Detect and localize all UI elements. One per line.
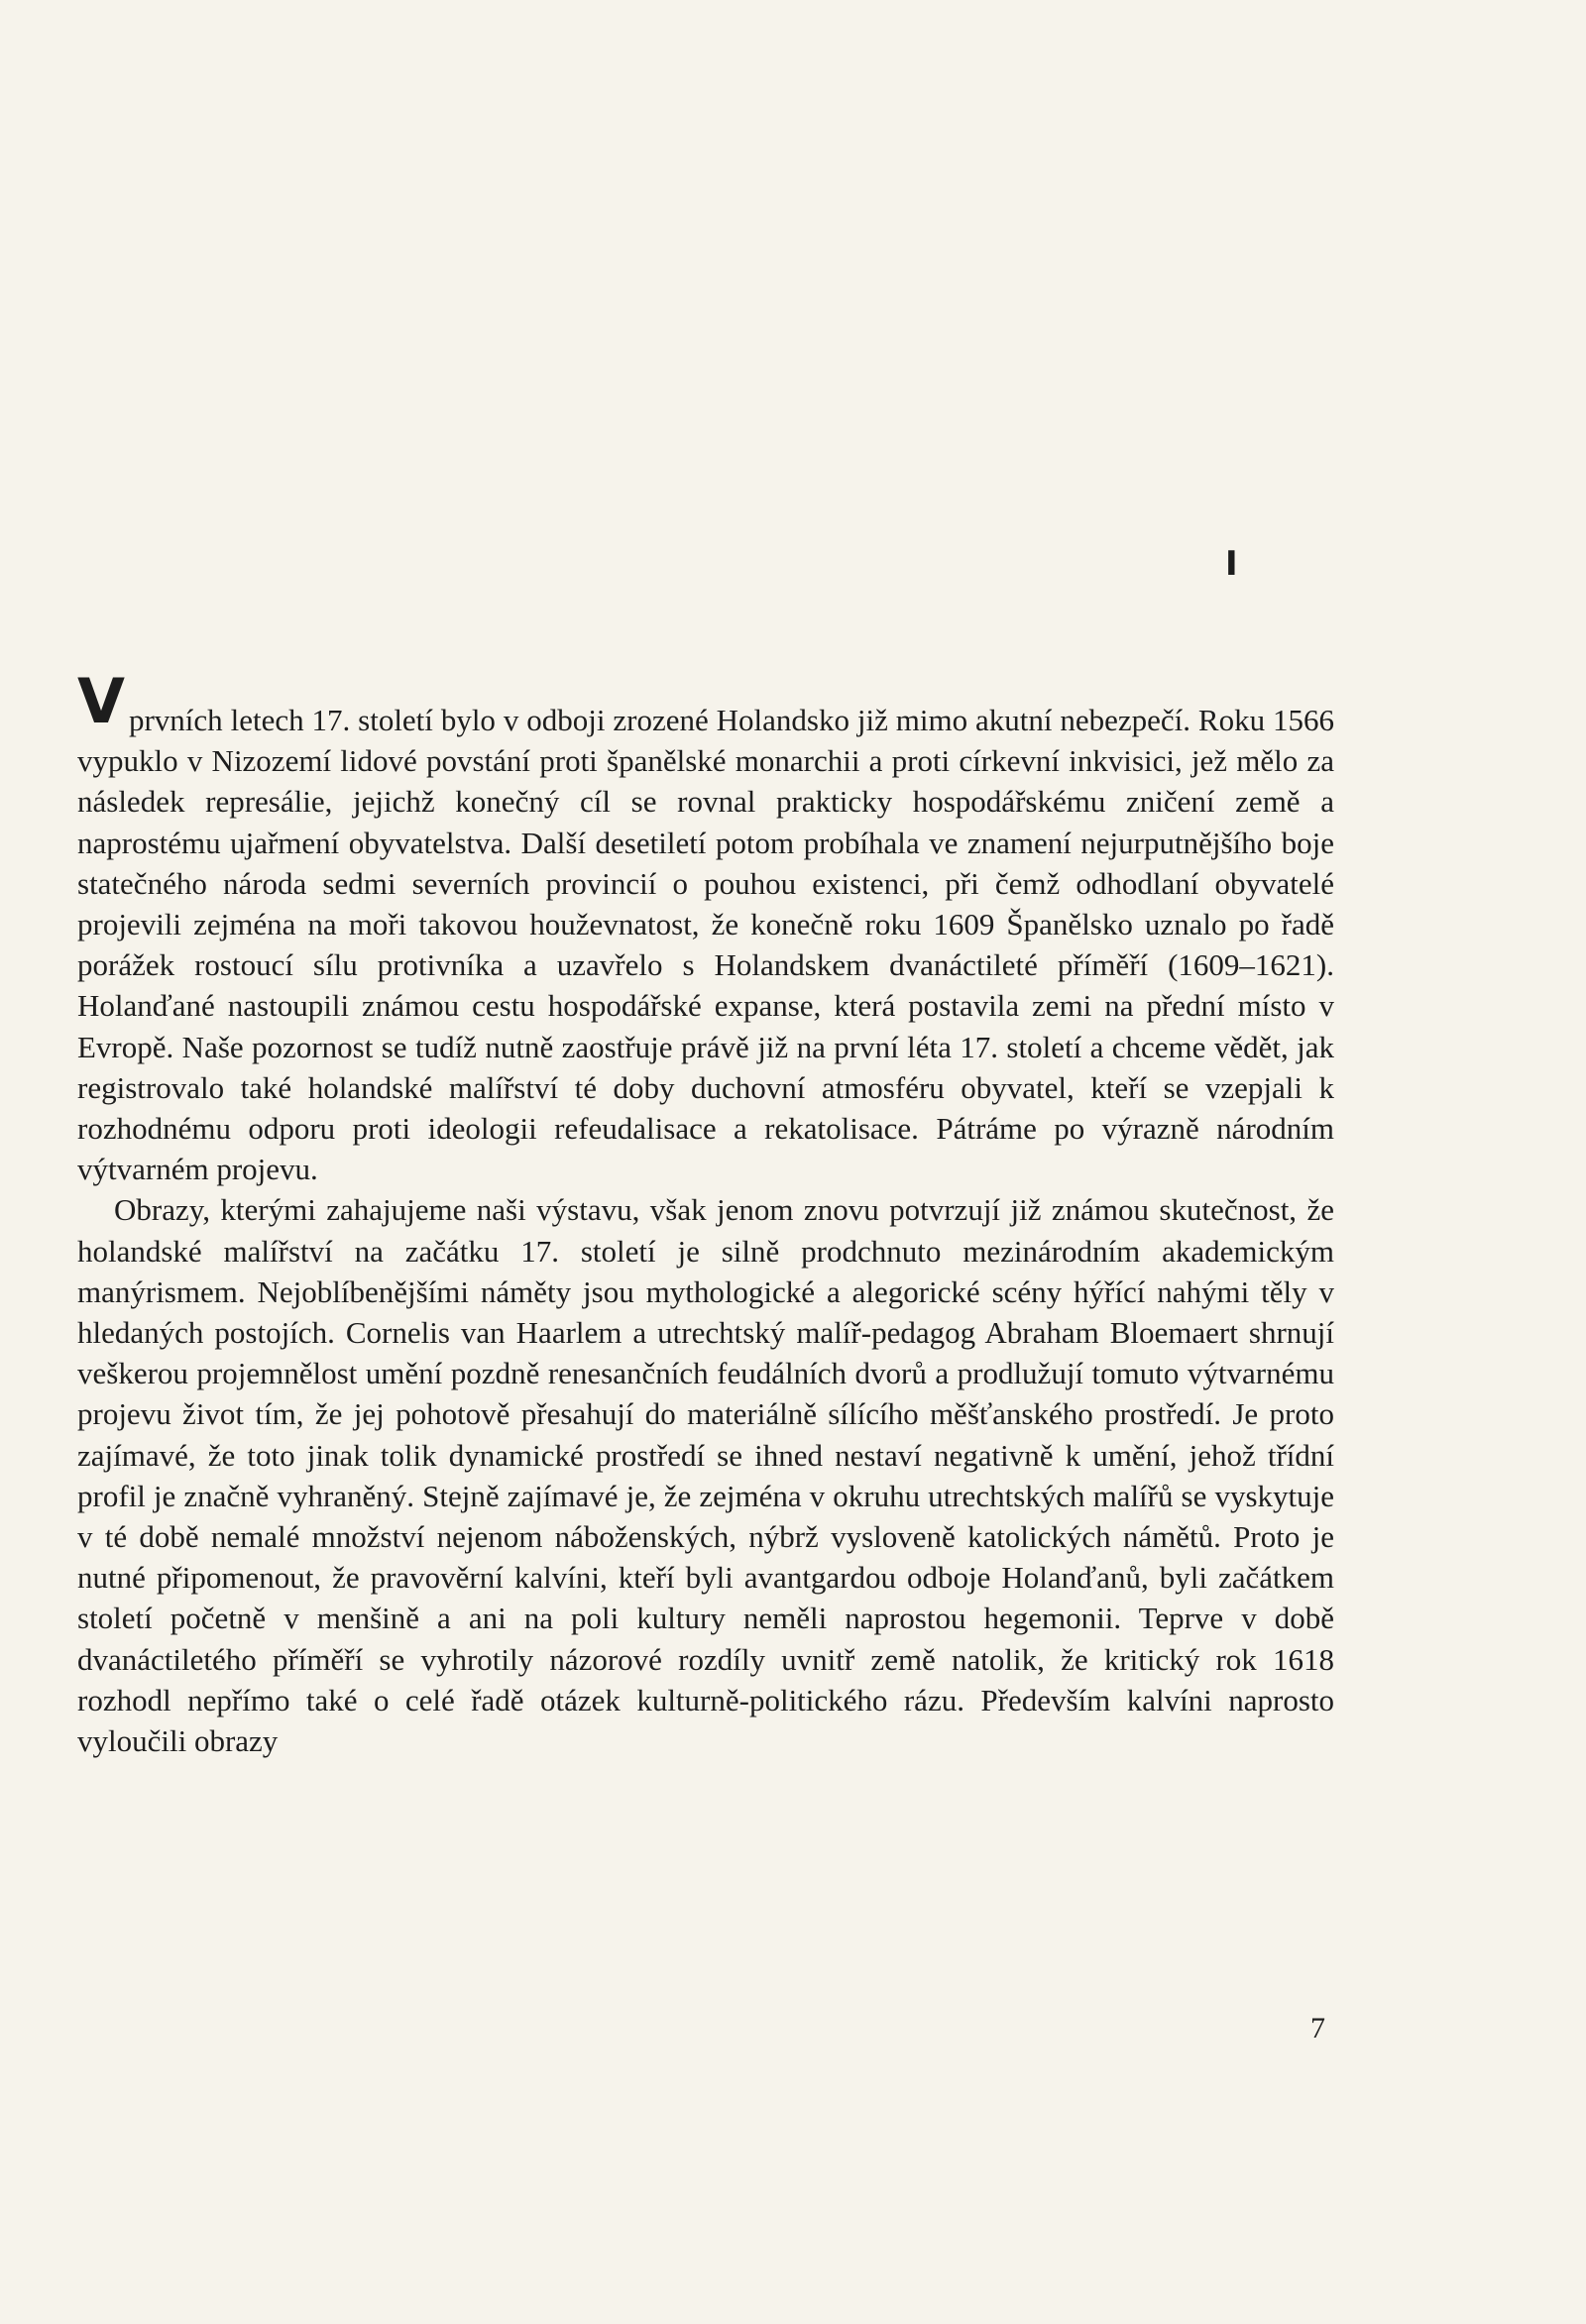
body-text xyxy=(77,665,1334,1761)
page-number: 7 xyxy=(1310,2012,1325,2045)
paragraph-2: Obrazy, kterými zahajujeme naši výstavu, však jenom znovu potvrzují již známou skutečnost, že holandské malířství na začátku 17. století je silně prodchnuto mezinárodním akademickým manýrismem. Nejoblíbenějšími náměty jsou mythologické a alegorické scény hýřící nahými těly v hledaných postojích. Cornelis van Haarlem a utrechtský malíř-pedagog Abraham Bloemaert shrnují veškerou projemnělost umění pozdně renesančních feudálních dvorů a prodlužují tomuto výtvarnému projevu život tím, že jej pohotově přesahují do materiálně sílícího měšťanského prostředí. Je proto zajímavé, že toto jinak tolik dynamické prostředí se ihned nestaví negativně k umění, jehož třídní profil je značně vyhraněný. Stejně zajímavé je, že zejména v okruhu utrechtských malířů se vyskytuje v té době nemalé množství nejenom náboženských, nýbrž vysloveně katolických námětů. Proto je nutné připomenout, že pravověrní kalvíni, kteří byli avantgardou odboje Holanďanů, byli začátkem století početně v menšině a ani na poli kultury neměli naprostou hegemonii. Teprve v době dvanáctiletého příměří se vyhrotily názorové rozdíly uvnitř země natolik, že kritický rok 1618 rozhodl nepřímo také o celé řadě otázek kulturně-politického rázu. Především kalvíni naprosto vyloučili obrazy xyxy=(77,1192,1334,1759)
chapter-number: I xyxy=(1225,544,1238,584)
paragraph-1-text: prvních letech 17. století bylo v odboji zrozené Holandsko již mimo akutní nebezpečí. Roku 1566 vypuklo v Nizozemí lidové povstání proti španělské monarchii a proti církevní inkvisici, jež mělo za následek represálie, jejichž konečný cíl se rovnal prakticky hospodářskému zničení země a naprostému ujařmení obyvatelstva. Další desetiletí potom probíhala ve znamení nejurputnějšího boje statečného národa sedmi severních provincií o pouhou existenci, při čemž odhodlaní obyvatelé projevili zejména na moři takovou houževnatost, že konečně roku 1609 Španělsko uznalo po řadě porážek rostoucí sílu protivníka a uzavřelo s Holandskem dvanáctileté příměří (1609–1621). Holanďané nastoupili známou cestu hospodářské expanse, která postavila zemi na přední místo v Evropě. Naše pozornost se tudíž nutně zaostřuje právě již na první léta 17. století a chceme vědět, jak registrovalo také holandské malířství té doby duchovní atmosféru obyvatel, kteří se vzepjali k rozhodnému odporu proti ideologii refeudalisace a rekatolisace. Pátráme po výrazně národním výtvarném projevu. xyxy=(77,703,1334,1187)
drop-cap: V xyxy=(77,665,129,737)
paragraph-1 xyxy=(77,665,1334,1189)
